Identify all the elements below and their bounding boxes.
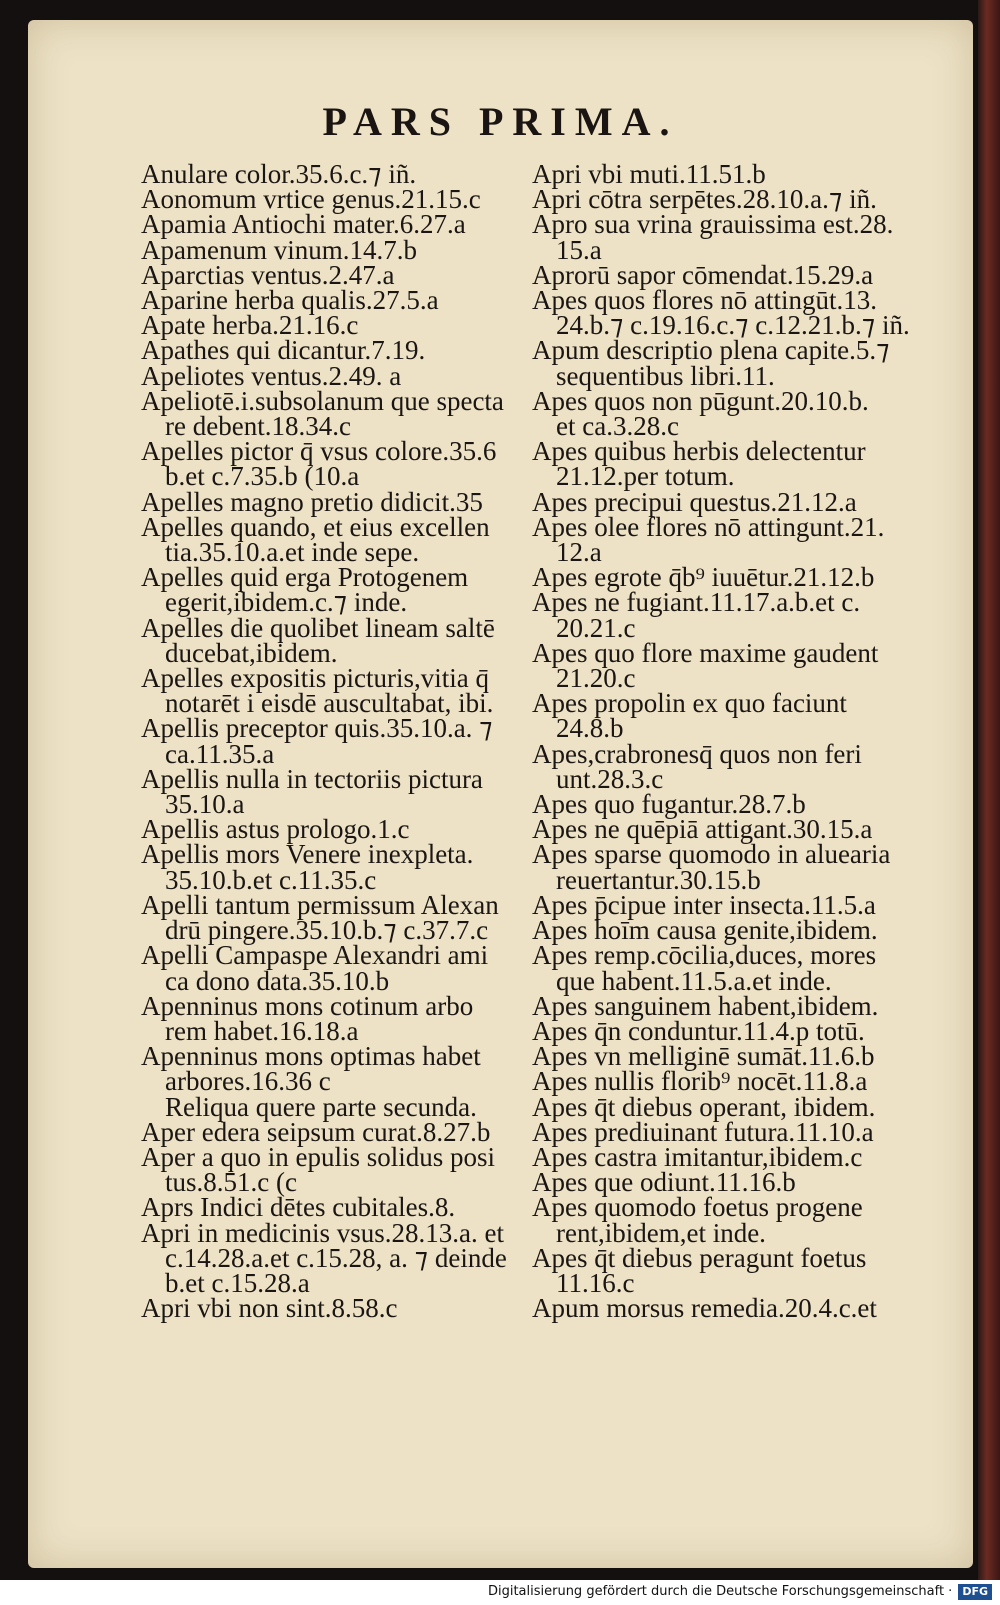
funding-credit: Digitalisierung gefördert durch die Deutsche Forschungsgemeinschaft · [487, 1584, 953, 1599]
index-entry: Apes castra imitantur,ibidem.c [532, 1141, 863, 1172]
book-cover-edge [978, 0, 1000, 1580]
index-entry: Anulare color.35.6.c.⁊ iñ. [141, 159, 417, 189]
index-entry: Apelles quando, et eius excellen tia.35.10.a.et inde sepe. [141, 511, 490, 568]
index-entry: Apelles die quolibet lineam saltē ducebat,ibidem. [141, 612, 495, 668]
index-entry: Apri vbi non sint.8.58.c [141, 1293, 398, 1324]
index-entry: Apamia Antiochi mater.6.27.a [141, 209, 466, 240]
index-entry: Apellis preceptor quis.35.10.a. ⁊ ca.11.35.a [141, 713, 493, 769]
index-entry: Apes p̄cipue inter insecta.11.5.a [532, 889, 876, 920]
index-column-right [532, 159, 942, 1324]
index-entry: Apes prediuinant futura.11.10.a [532, 1116, 874, 1147]
index-entry: Apri vbi muti.11.51.b [532, 159, 766, 189]
index-entry: Apes propolin ex quo faciunt 24.8.b [532, 688, 847, 744]
index-entry: Apes quo flore maxime gaudent 21.20.c [532, 637, 879, 694]
index-entry: Apri in medicinis vsus.28.13.a. et c.14.28.a.et c.15.28, a. ⁊ deinde b.et c.15.28.a [141, 1217, 507, 1298]
index-entry: Apes sanguinem habent,ibidem. [532, 990, 879, 1021]
index-entry: Apro sua vrina grauissima est.28. 15.a [532, 209, 894, 265]
index-entry: Aonomum vrtice genus.21.15.c [141, 184, 481, 215]
index-entry: Apenninus mons cotinum arbo rem habet.16.18.a [141, 990, 474, 1046]
index-entry: Apes que odiunt.11.16.b [532, 1167, 796, 1198]
index-entry: Apes quos flores nō attingūt.13. 24.b.⁊ c.19.16.c.⁊ c.12.21.b.⁊ iñ. [532, 285, 910, 341]
index-entry: Apri cōtra serpētes.28.10.a.⁊ iñ. [532, 184, 877, 215]
index-entry: Aprorū sapor cōmendat.15.29.a [532, 259, 874, 290]
index-entry: Apes precipui questus.21.12.a [532, 486, 857, 517]
index-entry: Apes ne fugiant.11.17.a.b.et c. 20.21.c [532, 587, 861, 643]
index-entry: Apes hoīm causa genite,ibidem. [532, 915, 878, 946]
index-entry: Apes q̄n conduntur.11.4.p totū. [532, 1015, 865, 1046]
index-entry: Apellis astus prologo.1.c [141, 814, 410, 845]
index-entry: Apeliotes ventus.2.49. a [141, 360, 402, 391]
index-entry: Apelli tantum permissum Alexan drū pingere.35.10.b.⁊ c.37.7.c [141, 889, 499, 946]
index-entry: Apelli Campaspe Alexandri ami ca dono data.35.10.b [141, 940, 489, 996]
index-entry: Apes egrote q̄b⁹ iuuētur.21.12.b [532, 562, 875, 593]
index-entry: Aper a quo in epulis solidus posi tus.8.51.c (c [141, 1141, 495, 1198]
index-entry: Apes,crabronesq̄ quos non feri unt.28.3.c [532, 738, 862, 794]
index-entry: Aper edera seipsum curat.8.27.b [141, 1116, 491, 1147]
digitization-credit-bar [0, 1580, 1000, 1604]
book-page [28, 20, 973, 1568]
index-entry: Apelles pictor q̄ vsus colore.35.6 b.et c.7.35.b (10.a [141, 436, 497, 492]
index-entry: Apes vn melliginē sumāt.11.6.b [532, 1041, 875, 1072]
index-column-left [141, 159, 543, 1324]
index-entry: Apate herba.21.16.c [141, 310, 359, 341]
index-entry: Aprs Indici dētes cubitales.8. [141, 1192, 456, 1223]
index-entry: Apelles quid erga Protogenem egerit,ibidem.c.⁊ inde. [141, 562, 469, 618]
index-entry: Apes quo fugantur.28.7.b [532, 789, 806, 820]
index-entry: Apamenum vinum.14.7.b [141, 234, 417, 265]
index-entry: Apellis nulla in tectoriis pictura 35.10.a [141, 763, 483, 820]
index-entry: Apum morsus remedia.20.4.c.et [532, 1293, 877, 1324]
running-title: PARS PRIMA. [322, 99, 679, 144]
index-entry: Apes quos non pūgunt.20.10.b. et ca.3.28.c [532, 385, 869, 442]
index-entry: Apelles magno pretio didicit.35 [141, 486, 483, 517]
index-entry: Apathes qui dicantur.7.19. [141, 335, 426, 366]
index-entry: Apes sparse quomodo in aluearia reuertantur.30.15.b [532, 839, 891, 895]
index-entry: Apes quibus herbis delectentur 21.12.per totum. [532, 436, 866, 492]
index-entry: Apum descriptio plena capite.5.⁊ sequentibus libri.11. [532, 335, 890, 391]
index-entry: Aparine herba qualis.27.5.a [141, 285, 439, 316]
index-entry: Apes ne quēpiā attigant.30.15.a [532, 814, 873, 845]
index-entry: Apellis mors Venere inexpleta. 35.10.b.et c.11.35.c [141, 839, 474, 895]
index-entry: Apelles expositis picturis,vitia q̄ notarēt i eisdē auscultabat, ibi. [141, 663, 494, 719]
index-entry: Apes q̄t diebus operant, ibidem. [532, 1091, 876, 1122]
index-entry: Apenninus mons optimas habet arbores.16.36 c Reliqua quere parte secunda. [141, 1041, 481, 1122]
index-entry: Apeliotē.i.subsolanum que specta re debent.18.34.c [141, 385, 504, 442]
index-entry: Apes olee flores nō attingunt.21. 12.a [532, 511, 885, 568]
index-entry: Apes quomodo foetus progene rent,ibidem,et inde. [532, 1192, 863, 1248]
index-entry: Apes nullis florib⁹ nocēt.11.8.a [532, 1066, 868, 1097]
index-entry: Aparctias ventus.2.47.a [141, 259, 395, 290]
index-entry: Apes remp.cōcilia,duces, mores que habent.11.5.a.et inde. [532, 940, 877, 996]
dfg-logo: DFG [958, 1584, 992, 1600]
index-entry: Apes q̄t diebus peragunt foetus 11.16.c [532, 1242, 867, 1298]
